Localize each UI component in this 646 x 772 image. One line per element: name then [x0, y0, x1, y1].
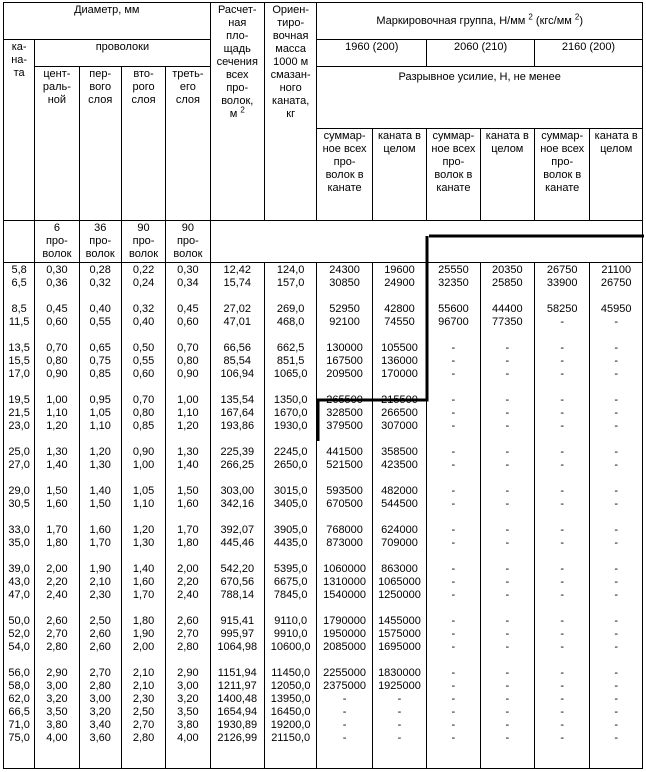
- g1-rope-column: 19600 24900 42800 74550 105500 136000 170000 215500 266500 307000 358500 423500 482000 544500 624000 709000 863000 1065000 1250000 1455000 1575000 1695000 1830000 1925000 - - - -: [372, 263, 426, 769]
- g3-sum-column: 26750 33900 58250 - - - - - - - - - - - - - - - - - - - - - - - - -: [535, 263, 590, 769]
- first-count-header: 36 про- волок: [79, 221, 121, 263]
- mass-header: Ориен- тиро- вочная масса 1000 м смазан- ного каната, кг: [264, 3, 316, 221]
- first-layer-header: пер- вого слоя: [79, 67, 121, 221]
- g2-rope-header: каната в целом: [480, 129, 534, 221]
- group-1960-header: 1960 (200): [317, 40, 427, 67]
- third-count-header: 90 про- волок: [166, 221, 210, 263]
- central-wire-column: 0,30 0,36 0,45 0,60 0,70 0,80 0,90 1,00 1,10 1,20 1,30 1,40 1,50 1,60 1,70 1,80 2,00 2,20 2,40 2,60 2,70 2,80 2,90 3,00 3,20 3,50 3,80 4,00: [35, 263, 79, 769]
- wires-header: проволоки: [35, 40, 210, 67]
- second-layer-column: 0,22 0,24 0,32 0,40 0,50 0,55 0,60 0,70 0,80 0,85 0,90 1,00 1,05 1,10 1,20 1,30 1,40 1,60 1,70 1,80 1,90 2,00 2,10 2,10 2,30 2,50 2,70 2,80: [121, 263, 165, 769]
- g2-rope-column: 20350 25850 44400 77350 - - - - - - - - - - - - - - - - - - - - - - - -: [480, 263, 534, 769]
- first-layer-column: 0,28 0,32 0,40 0,55 0,65 0,75 0,85 0,95 1,05 1,10 1,20 1,30 1,40 1,50 1,60 1,70 1,90 2,10 2,30 2,50 2,60 2,60 2,70 2,80 3,00 3,20 3,40 3,60: [79, 263, 121, 769]
- g2-sum-header: суммар- ное всех про- волок в канате: [427, 129, 480, 221]
- g3-sum-header: суммар- ное всех про- волок в канате: [535, 129, 590, 221]
- mass-column: 124,0 157,0 269,0 468,0 662,5 851,5 1065,0 1350,0 1670,0 1930,0 2245,0 2650,0 3015,0 3405,0 3905,0 4435,0 5395,0 6675,0 7845,0 9110,0 9910,0 10600,0 11450,0 12050,0 13950,0 16450,0 19200,0 21150,0: [264, 263, 316, 769]
- second-layer-header: вто- рого слоя: [121, 67, 165, 221]
- marking-group-header: Маркировочная группа, Н/мм $^2$ (кгс/мм $^2$): [317, 3, 643, 40]
- third-layer-column: 0,30 0,34 0,45 0,60 0,70 0,80 0,90 1,00 1,10 1,20 1,30 1,40 1,50 1,60 1,70 1,80 2,00 2,20 2,40 2,60 2,70 2,80 2,90 3,00 3,20 3,50 3,80 4,00: [166, 263, 210, 769]
- group-2160-header: 2160 (200): [535, 40, 643, 67]
- rope-diameter-column: 5,8 6,5 8,5 11,5 13,5 15,5 17,0 19,5 21,5 23,0 25,0 27,0 29,0 30,5 33,0 35,0 39,0 43,0 47,0 50,0 52,0 54,0 56,0 58,0 62,0 66,5 71,0 75,0: [4, 263, 35, 769]
- group-2060-header: 2060 (210): [427, 40, 535, 67]
- rope-count-header-blank: [4, 221, 35, 263]
- breaking-force-header: Разрывное усилие, Н, не менее: [317, 67, 643, 129]
- g1-sum-header: суммар- ное всех про- волок в канате: [317, 129, 372, 221]
- central-count-header: 6 про- волок: [35, 221, 79, 263]
- area-header: Расчет- ная пло- щадь сечения всех про- волок, м $^2$: [210, 3, 264, 221]
- second-count-header: 90 про- волок: [121, 221, 165, 263]
- central-wire-header: цент- раль- ной: [35, 67, 79, 221]
- g1-rope-header: каната в целом: [372, 129, 426, 221]
- g3-rope-column: 21100 26750 45950 - - - - - - - - - - - - - - - - - - - - - - - - -: [590, 263, 643, 769]
- rope-diameter-header: ка- на- та: [4, 40, 35, 221]
- third-layer-header: треть- его слоя: [166, 67, 210, 221]
- rope-specification-table: [3, 2, 643, 769]
- count-row-spacer: [210, 221, 642, 263]
- g1-sum-column: 24300 30850 52950 92100 130000 167500 209500 265500 328500 379500 441500 521500 593500 670500 768000 873000 1060000 1310000 1540000 1790000 1950000 2085000 2255000 2375000 - - - -: [317, 263, 372, 769]
- area-column: 12,42 15,74 27,02 47,01 66,56 85,54 106,94 135,54 167,64 193,86 225,39 266,25 303,00 342,16 392,07 445,46 542,20 670,56 788,14 915,41 995,97 1064,98 1151,94 1211,97 1400,48 1654,94 1930,89 2126,99: [210, 263, 264, 769]
- diameter-header: Диаметр, мм: [4, 3, 211, 40]
- g3-rope-header: каната в целом: [590, 129, 643, 221]
- g2-sum-column: 25550 32350 55600 96700 - - - - - - - - - - - - - - - - - - - - - - - -: [427, 263, 480, 769]
